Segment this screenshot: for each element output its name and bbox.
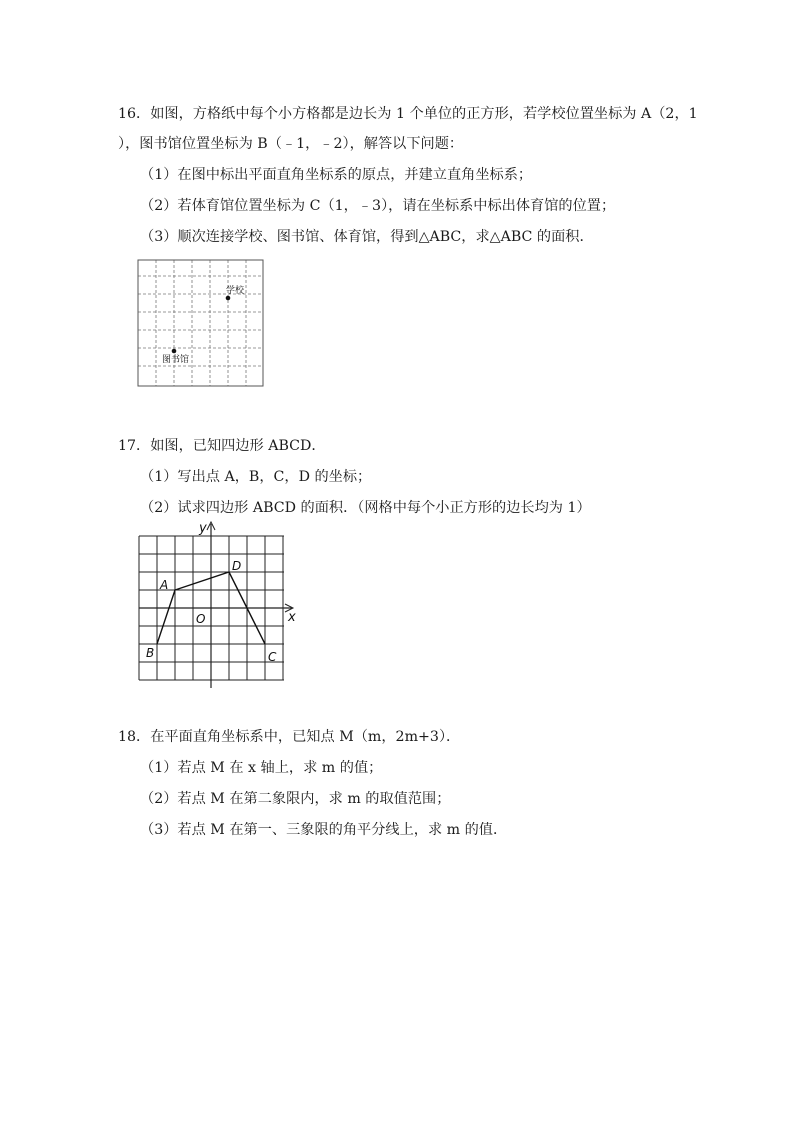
- q17-part1: （1）写出点 A，B，C，D 的坐标；: [140, 469, 372, 485]
- q18-part2: （2）若点 M 在第二象限内，求 m 的取值范围；: [140, 791, 451, 807]
- q17-y-label: y: [199, 521, 207, 536]
- q16-part2: （2）若体育馆位置坐标为 C（1，﹣3），请在坐标系中标出体育馆的位置；: [140, 198, 616, 214]
- q17-origin-label: O: [196, 612, 206, 626]
- q16-grid-border: [138, 260, 263, 386]
- q17-point-d-label: D: [232, 559, 242, 573]
- q17-x-label: x: [288, 610, 296, 625]
- q17-stem: 17．如图，已知四边形 ABCD．: [118, 438, 326, 454]
- q16-stem-line2: ），图书馆位置坐标为 B（﹣1，﹣2），解答以下问题：: [118, 136, 464, 152]
- q16-grid-figure: [136, 258, 266, 390]
- library-point: [172, 349, 177, 354]
- q17-point-b-label: B: [146, 646, 155, 660]
- q17-coordinate-figure: [130, 518, 302, 690]
- q16-grid-lines: [138, 260, 263, 386]
- q18-part1: （1）若点 M 在 x 轴上，求 m 的值；: [140, 760, 383, 776]
- q18-part3: （3）若点 M 在第一、三象限的角平分线上，求 m 的值．: [140, 822, 508, 838]
- library-label: 图书馆: [162, 355, 190, 365]
- school-point: [226, 296, 231, 301]
- q17-point-a-label: A: [160, 578, 169, 592]
- q16-stem-line1: 16．如图，方格纸中每个小方格都是边长为 1 个单位的正方形，若学校位置坐标为 A（2，1: [118, 106, 698, 122]
- q17-point-c-label: C: [268, 650, 277, 664]
- q16-part3: （3）顺次连接学校、图书馆、体育馆，得到△ABC，求△ABC 的面积．: [140, 229, 594, 245]
- q16-part1: （1）在图中标出平面直角坐标系的原点，并建立直角坐标系；: [140, 167, 533, 183]
- q17-part2: （2）试求四边形 ABCD 的面积．（网格中每个小正方形的边长均为 1）: [140, 500, 591, 516]
- q18-stem: 18．在平面直角坐标系中，已知点 M（m，2m+3）．: [118, 729, 461, 745]
- school-label: 学校: [226, 286, 245, 296]
